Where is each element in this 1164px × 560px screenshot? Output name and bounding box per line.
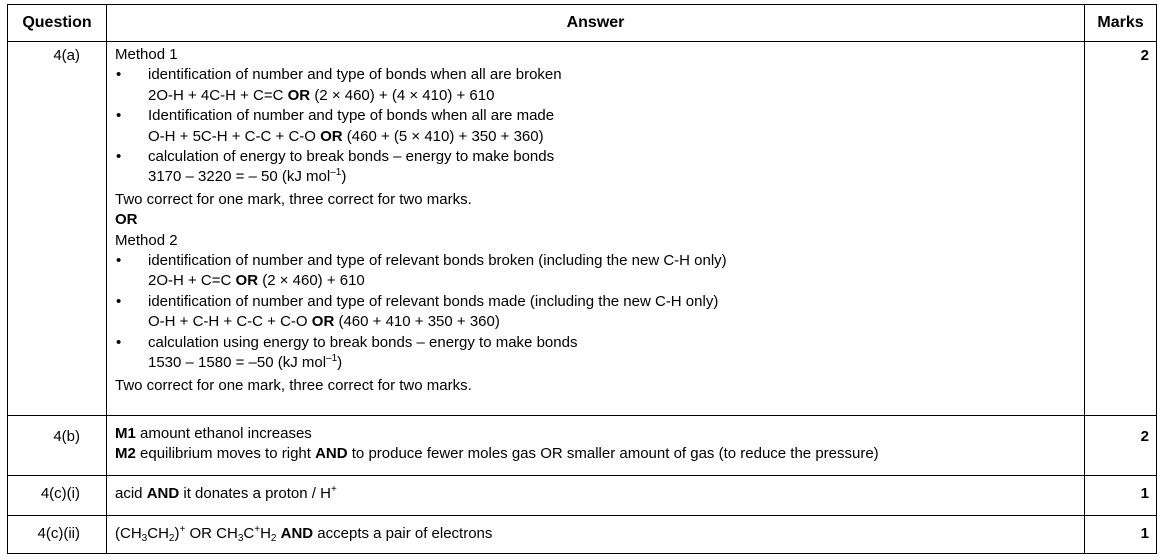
marks-header: Marks [1085, 5, 1157, 42]
table-row-4cii [8, 516, 1157, 554]
method-1-bullet-3-working: 3170 – 3220 = – 50 (kJ mol$^{-1}$) [148, 167, 347, 186]
method-1-bullet-1-working: 2O-H + 4C-H + C=C OR (2 × 460) + (4 × 410) + 610 [148, 86, 495, 104]
method-1-bullet-1: • identification of number and type of bonds when all are broken [115, 65, 1076, 85]
answer-header: Answer [107, 5, 1085, 42]
answer-line: acid AND it donates a proton / H+ [115, 484, 337, 502]
method-1-bullet-2-working: O-H + 5C-H + C-C + C-O OR (460 + (5 × 410) + 350 + 360) [148, 127, 544, 145]
question-cell: 4(a) [8, 42, 107, 416]
method-1-bullet-2: • Identification of number and type of bonds when all are made [115, 106, 1076, 126]
table-row-4b [8, 416, 1157, 476]
method-2-bullet-1-working: 2O-H + C=C OR (2 × 460) + 610 [148, 272, 365, 290]
method-1-note: Two correct for one mark, three correct for two marks. [115, 190, 472, 208]
m2-line: M2 equilibrium moves to right AND to produce fewer moles gas OR smaller amount of gas (to reduce the pressure) [115, 445, 879, 463]
table-row-4ci [8, 476, 1157, 516]
marks-cell: 2 [1085, 416, 1157, 476]
answer-cell [107, 416, 1085, 476]
answer-line: $(CH_3CH_2)^+$ OR $CH_3C^+H_2$ AND accepts a pair of electrons [115, 524, 493, 544]
answer-cell [107, 42, 1085, 416]
method-2-title: Method 2 [115, 231, 178, 249]
method-1-title: Method 1 [115, 46, 178, 63]
question-header: Question [8, 5, 107, 42]
method-1-bullet-3: • calculation of energy to break bonds – energy to make bonds [115, 147, 1076, 167]
mark-scheme-table [7, 4, 1157, 554]
header-row [8, 5, 1157, 42]
answer-cell [107, 476, 1085, 516]
or-separator: OR [115, 211, 138, 229]
table-row-4a [8, 42, 1157, 416]
question-cell: 4(b) [8, 416, 107, 476]
method-2-bullet-2: • identification of number and type of relevant bonds made (including the new C-H only) [115, 292, 1076, 312]
method-2-bullet-2-working: O-H + C-H + C-C + C-O OR (460 + 410 + 350 + 360) [148, 313, 500, 331]
method-2-note: Two correct for one mark, three correct for two marks. [115, 376, 472, 394]
marks-cell: 2 [1085, 42, 1157, 416]
answer-cell [107, 516, 1085, 554]
marks-cell: 1 [1085, 476, 1157, 516]
marks-cell: 1 [1085, 516, 1157, 554]
method-2-bullet-3-working: 1530 – 1580 = –50 (kJ mol$^{-1}$) [148, 353, 343, 372]
m1-line: M1 amount ethanol increases [115, 425, 312, 442]
question-cell: 4(c)(i) [8, 476, 107, 516]
question-cell: 4(c)(ii) [8, 516, 107, 554]
method-2-bullet-3: • calculation using energy to break bonds – energy to make bonds [115, 333, 1076, 353]
method-2-bullet-1: • identification of number and type of relevant bonds broken (including the new C-H only) [115, 251, 1076, 271]
